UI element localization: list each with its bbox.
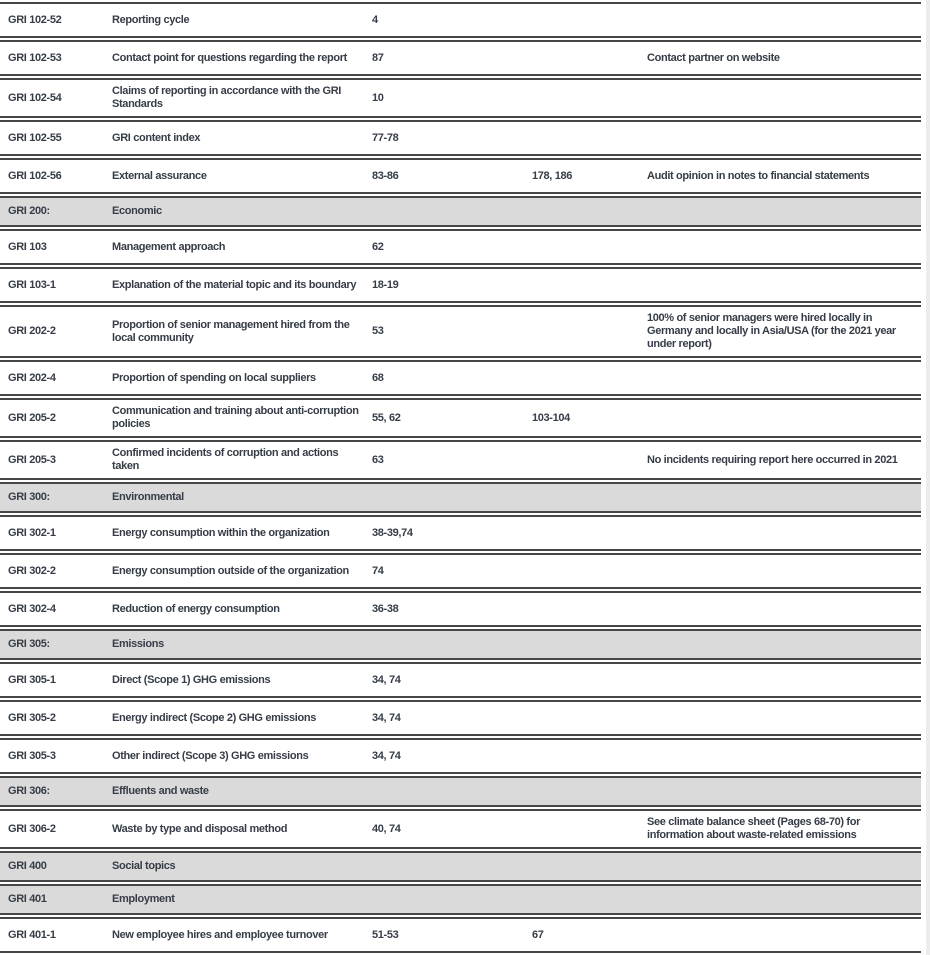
disclosure-title: Other indirect (Scope 3) GHG emissions: [112, 749, 309, 762]
row-gri-103-1: [0, 267, 921, 303]
disclosure-title: Reduction of energy consumption: [112, 602, 280, 615]
disclosure-title: Contact point for questions regarding the report: [112, 51, 347, 64]
row-gri-102-56: [0, 158, 921, 194]
page-reference: 10: [372, 91, 384, 104]
gri-code: GRI 102-56: [8, 169, 62, 182]
gri-code: GRI 305-1: [8, 673, 56, 686]
page-reference: 36-38: [372, 602, 399, 615]
page-reference: 83-86: [372, 169, 399, 182]
disclosure-title: New employee hires and employee turnover: [112, 928, 328, 941]
disclosure-title: Management approach: [112, 240, 226, 253]
comment-text: 100% of senior managers were hired locally in Germany and locally in Asia/USA (for the 2021 year under report): [647, 312, 896, 350]
section-code: GRI 306:: [8, 785, 50, 797]
page-reference: 34, 74: [372, 711, 401, 724]
row-gri-205-3: [0, 440, 921, 480]
gri-code: GRI 306-2: [8, 822, 56, 835]
gri-code: GRI 305-3: [8, 749, 56, 762]
page-reference: 87: [372, 51, 384, 64]
disclosure-title: Energy consumption outside of the organization: [112, 564, 349, 577]
row-gri-306-2: [0, 809, 921, 849]
row-gri-103: [0, 229, 921, 265]
section-code: GRI 200:: [8, 205, 50, 217]
gri-code: GRI 102-54: [8, 91, 62, 104]
section-code: GRI 300:: [8, 491, 50, 503]
secondary-page-reference: 103-104: [532, 411, 570, 424]
gri-code: GRI 102-52: [8, 13, 62, 26]
page-reference: 55, 62: [372, 411, 401, 424]
gri-code: GRI 401-1: [8, 928, 56, 941]
gri-code: GRI 302-2: [8, 564, 56, 577]
row-gri-305-1: [0, 662, 921, 698]
page-reference: 4: [372, 13, 378, 26]
gri-code: GRI 302-4: [8, 602, 56, 615]
row-gri-401-1: [0, 917, 921, 953]
gri-code: GRI 102-53: [8, 51, 62, 64]
secondary-page-reference: 67: [532, 928, 544, 941]
page-reference: 34, 74: [372, 673, 401, 686]
secondary-page-reference: 178, 186: [532, 169, 573, 182]
gri-code: GRI 202-4: [8, 371, 56, 384]
row-gri-305: [0, 629, 921, 660]
comment-text: Audit opinion in notes to financial statements: [647, 169, 870, 182]
section-code: GRI 401: [8, 893, 47, 905]
section-title: Employment: [112, 893, 175, 905]
gri-code: GRI 302-1: [8, 526, 56, 539]
page-reference: 77-78: [372, 131, 399, 144]
disclosure-title: Explanation of the material topic and its boundary: [112, 278, 357, 291]
page-reference: 53: [372, 325, 384, 337]
section-title: Effluents and waste: [112, 785, 209, 797]
gri-code: GRI 102-55: [8, 131, 62, 144]
page-reference: 18-19: [372, 278, 399, 291]
page-reference: 63: [372, 453, 384, 466]
gri-content-index-table: [0, 2, 921, 953]
row-gri-202-2: [0, 305, 921, 358]
row-gri-102-52: [0, 2, 921, 38]
row-gri-102-54: [0, 78, 921, 118]
disclosure-title: GRI content index: [112, 131, 201, 144]
disclosure-title: Claims of reporting in accordance with the GRI Standards: [112, 85, 341, 110]
row-gri-300: [0, 482, 921, 513]
gri-code: GRI 103-1: [8, 278, 56, 291]
disclosure-title: Reporting cycle: [112, 13, 190, 26]
page-reference: 68: [372, 371, 384, 384]
row-gri-302-2: [0, 553, 921, 589]
comment-text: See climate balance sheet (Pages 68-70) for information about waste-related emissions: [647, 816, 861, 841]
disclosure-title: Proportion of spending on local suppliers: [112, 371, 316, 384]
comment-text: No incidents requiring report here occurred in 2021: [647, 453, 898, 466]
gri-code: GRI 205-2: [8, 411, 56, 424]
disclosure-title: Direct (Scope 1) GHG emissions: [112, 673, 271, 686]
comment-text: Contact partner on website: [647, 51, 780, 64]
row-gri-205-2: [0, 398, 921, 438]
page-reference: 34, 74: [372, 749, 401, 762]
row-gri-202-4: [0, 360, 921, 396]
gri-code: GRI 205-3: [8, 453, 56, 466]
row-gri-102-55: [0, 120, 921, 156]
page-reference: 51-53: [372, 928, 399, 941]
gri-code: GRI 202-2: [8, 325, 56, 337]
row-gri-305-3: [0, 738, 921, 774]
disclosure-title: Confirmed incidents of corruption and actions taken: [112, 447, 339, 472]
section-code: GRI 400: [8, 860, 47, 872]
row-gri-400: [0, 851, 921, 882]
section-title: Economic: [112, 205, 162, 217]
page-edge-strip: [926, 0, 930, 955]
section-title: Social topics: [112, 860, 176, 872]
page-reference: 62: [372, 240, 384, 253]
page-reference: 40, 74: [372, 822, 401, 835]
gri-code: GRI 103: [8, 240, 47, 253]
disclosure-title: Proportion of senior management hired from the local community: [112, 318, 350, 344]
row-gri-102-53: [0, 40, 921, 76]
gri-code: GRI 305-2: [8, 711, 56, 724]
disclosure-title: Energy consumption within the organization: [112, 526, 330, 539]
row-gri-302-1: [0, 515, 921, 551]
section-title: Emissions: [112, 638, 164, 650]
row-gri-200: [0, 196, 921, 227]
row-gri-401: [0, 884, 921, 915]
disclosure-title: Waste by type and disposal method: [112, 822, 288, 835]
row-gri-302-4: [0, 591, 921, 627]
section-code: GRI 305:: [8, 638, 50, 650]
section-title: Environmental: [112, 491, 184, 503]
disclosure-title: External assurance: [112, 169, 207, 182]
disclosure-title: Communication and training about anti-corruption policies: [112, 405, 359, 430]
row-gri-305-2: [0, 700, 921, 736]
row-gri-306: [0, 776, 921, 807]
page-reference: 74: [372, 564, 384, 577]
page-reference: 38-39,74: [372, 526, 413, 539]
disclosure-title: Energy indirect (Scope 2) GHG emissions: [112, 711, 316, 724]
